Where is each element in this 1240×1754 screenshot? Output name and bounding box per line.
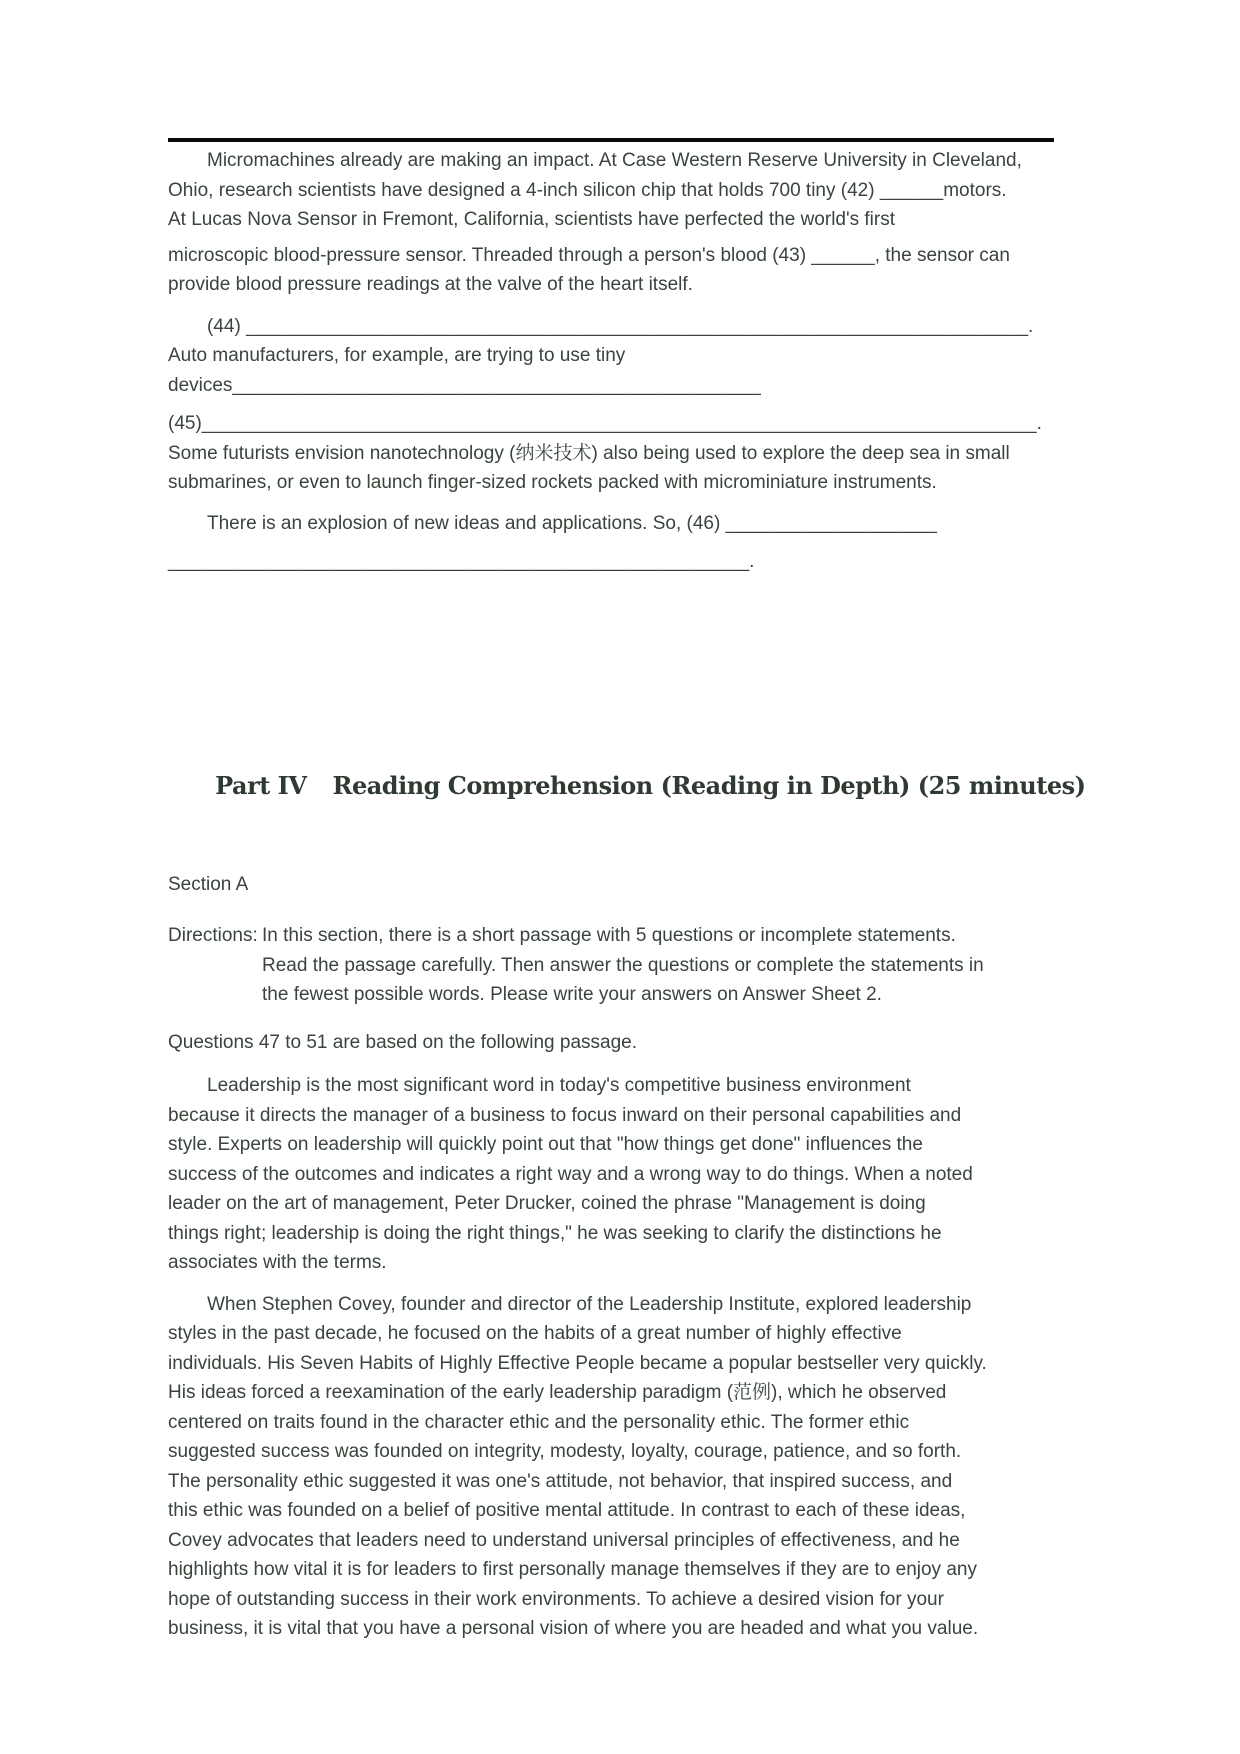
blank-line-44: (44) __________________________________________________________________________. — [207, 315, 1034, 337]
document-page — [0, 138, 1240, 1754]
cloze-paragraph-2 — [168, 312, 1063, 498]
text-line: associates with the terms. — [168, 1252, 387, 1273]
blank-line-45: (45)_______________________________________________________________________________. — [168, 413, 1042, 434]
text-line: style. Experts on leadership will quickly point out that "how things get done" influences the — [168, 1134, 923, 1155]
directions-lines — [262, 921, 1063, 1010]
text-line: because it directs the manager of a business to focus inward on their personal capabilities and — [168, 1104, 962, 1126]
text-line: When Stephen Covey, founder and director of the Leadership Institute, explored leadership — [207, 1293, 972, 1315]
text-line: things right; leadership is doing the right things," he was seeking to clarify the distinctions he — [168, 1222, 942, 1244]
section-label: Section A — [168, 873, 249, 895]
passage-intro: Questions 47 to 51 are based on the following passage. — [168, 1031, 637, 1053]
passage-paragraph-1 — [168, 1071, 1063, 1278]
text-line: this ethic was founded on a belief of positive mental attitude. In contrast to each of these ideas, — [168, 1500, 966, 1521]
directions-label: Directions: — [168, 925, 258, 946]
text-line: Covey advocates that leaders need to understand universal principles of effectiveness, and he — [168, 1529, 960, 1551]
text-line: centered on traits found in the character ethic and the personality ethic. The former ethic — [168, 1411, 910, 1433]
directions-line: Read the passage carefully. Then answer the questions or complete the statements in — [262, 954, 984, 976]
text-line: highlights how vital it is for leaders to first personally manage themselves if they are to enjoy any — [168, 1559, 977, 1580]
text-line: Auto manufacturers, for example, are trying to use tiny — [168, 345, 626, 366]
directions-line: In this section, there is a short passage with 5 questions or incomplete statements. — [262, 925, 956, 946]
part-heading — [168, 732, 1086, 840]
text-line: At Lucas Nova Sensor in Fremont, California, scientists have perfected the world's first — [168, 209, 896, 230]
page-content — [168, 138, 1086, 1644]
part-title: Reading Comprehension (Reading in Depth) (25 minutes) — [332, 770, 1086, 800]
blank-line-continuation: _______________________________________________________. — [168, 551, 755, 572]
text-line: provide blood pressure readings at the valve of the heart itself. — [168, 274, 693, 295]
text-line: styles in the past decade, he focused on the habits of a great number of highly effective — [168, 1323, 902, 1344]
cloze-paragraph-1 — [168, 146, 1063, 300]
passage-paragraph-2 — [168, 1290, 1063, 1644]
text-line: The personality ethic suggested it was one's attitude, not behavior, that inspired success, and — [168, 1470, 953, 1492]
text-line: success of the outcomes and indicates a right way and a wrong way to do things. When a noted — [168, 1163, 973, 1185]
text-line: Some futurists envision nanotechnology (纳米技术) also being used to explore the deep sea in small — [168, 442, 1010, 464]
text-line: individuals. His Seven Habits of Highly Effective People became a popular bestseller very quickly. — [168, 1352, 987, 1374]
part-label: Part IV — [215, 770, 307, 800]
text-line: submarines, or even to launch finger-sized rockets packed with microminiature instruments. — [168, 472, 937, 493]
directions-line: the fewest possible words. Please write your answers on Answer Sheet 2. — [262, 984, 882, 1005]
text-line: leader on the art of management, Peter Drucker, coined the phrase "Management is doing — [168, 1193, 926, 1214]
text-line: business, it is vital that you have a personal vision of where you are headed and what you value. — [168, 1618, 979, 1639]
text-line: suggested success was founded on integrity, modesty, loyalty, courage, patience, and so forth. — [168, 1441, 962, 1462]
text-line: Ohio, research scientists have designed a 4-inch silicon chip that holds 700 tiny (42) ______motors. — [168, 179, 1007, 201]
text-line: His ideas forced a reexamination of the early leadership paradigm (范例), which he observed — [168, 1382, 947, 1403]
cloze-paragraph-3 — [168, 509, 1063, 577]
top-rule — [168, 138, 1054, 142]
text-line: Leadership is the most significant word in today's competitive business environment — [207, 1075, 911, 1096]
text-line: hope of outstanding success in their work environments. To achieve a desired vision for your — [168, 1588, 944, 1610]
blank-line-46: There is an explosion of new ideas and applications. So, (46) ____________________ — [207, 512, 937, 534]
text-line: Micromachines already are making an impact. At Case Western Reserve University in Cleveland, — [207, 150, 1022, 171]
directions — [168, 921, 1063, 1010]
blank-line-devices: devices__________________________________________________ — [168, 374, 761, 396]
text-line: microscopic blood-pressure sensor. Threaded through a person's blood (43) ______, the sensor can — [168, 244, 1010, 266]
